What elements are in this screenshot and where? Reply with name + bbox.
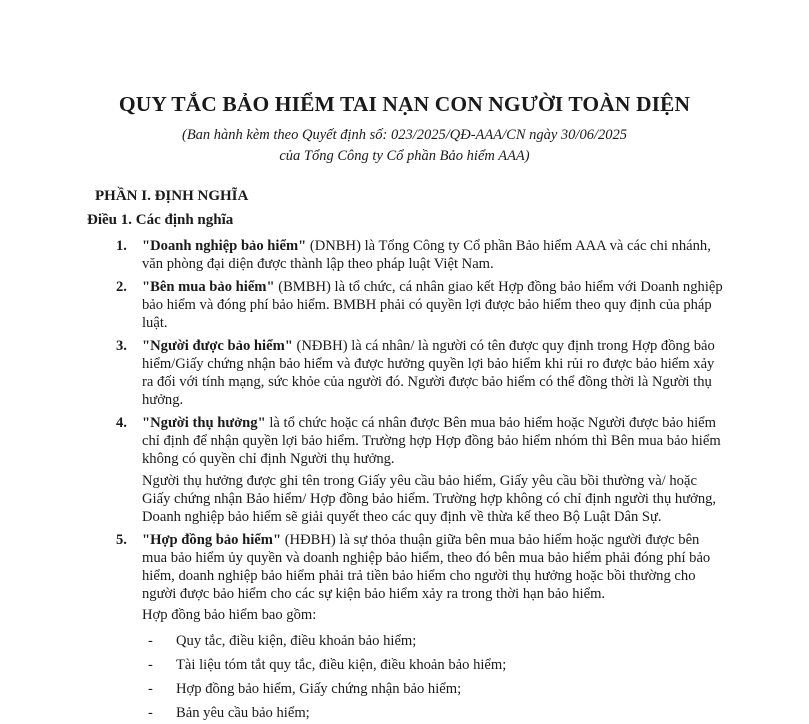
item-text: (NĐBH) là cá nhân/ là người có tên được quy định trong Hợp đồng bảo hiểm/Giấy chứng nhận bảo hiểm và được hưởng quyền lợi bảo hiểm khi rủi ro được bảo hiểm xảy ra đối với tính mạng, sức khỏe của người đó. Người được bảo hiểm có thể đồng thời là Người thụ hưởng. — [142, 338, 715, 408]
item-paragraph: Người thụ hưởng được ghi tên trong Giấy yêu cầu bảo hiểm, Giấy yêu cầu bồi thường và/ hoặc Giấy chứng nhận Bảo hiểm/ Hợp đồng bảo hiểm. Trường hợp không có chỉ định người thụ hưởng, Doanh nghiệp bảo hiểm sẽ giải quyết theo các quy định về thừa kế theo Bộ Luật Dân Sự. — [142, 473, 717, 525]
item-text: (DNBH) là Tổng Công ty Cổ phần Bảo hiểm AAA và các chi nhánh, văn phòng đại diện được thành lập theo pháp luật Việt Nam. — [142, 238, 711, 272]
item-term: "Bên mua bảo hiểm" — [142, 279, 275, 295]
item-number: 4. — [116, 415, 127, 431]
document-title: QUY TẮC BẢO HIỂM TAI NẠN CON NGƯỜI TOÀN DIỆN — [118, 92, 691, 116]
item-number: 5. — [116, 532, 127, 548]
item-number: 3. — [116, 338, 127, 354]
bullet-dash: - — [148, 705, 153, 721]
item-term: "Người được bảo hiểm" — [142, 338, 293, 354]
item-number: 2. — [116, 279, 127, 295]
bullet-text: Hợp đồng bảo hiểm, Giấy chứng nhận bảo hiểm; — [176, 681, 462, 697]
definition-item — [116, 278, 724, 332]
article-heading: Điều 1. Các định nghĩa — [87, 212, 234, 228]
item-body — [142, 531, 724, 603]
item-term: "Doanh nghiệp bảo hiểm" — [142, 238, 307, 254]
bullet-text: Bản yêu cầu bảo hiểm; — [176, 705, 310, 721]
item-paragraph: Hợp đồng bảo hiểm bao gồm: — [142, 607, 317, 623]
list-item — [148, 656, 724, 674]
definition-item — [116, 337, 724, 409]
item-body — [142, 278, 724, 332]
item-text: (BMBH) là tổ chức, cá nhân giao kết Hợp đồng bảo hiểm với Doanh nghiệp bảo hiểm và đóng phí bảo hiểm. BMBH phải có quyền lợi được bảo hiểm theo quy định của pháp luật. — [142, 279, 723, 331]
item-number: 1. — [116, 238, 127, 254]
section-heading: PHẦN I. ĐỊNH NGHĨA — [95, 188, 249, 204]
definition-item — [116, 414, 724, 468]
item-body — [142, 337, 724, 409]
list-item — [148, 632, 724, 650]
bullet-dash: - — [148, 657, 153, 673]
list-item — [148, 704, 724, 722]
item-body — [142, 414, 724, 468]
list-item — [148, 680, 724, 698]
item-text: (HĐBH) là sự thỏa thuận giữa bên mua bảo hiểm hoặc người được bên mua bảo hiểm ủy quyền và doanh nghiệp bảo hiểm, theo đó bên mua bảo hiểm phải đóng phí bảo hiểm, doanh nghiệp bảo hiểm phải trả tiền bảo hiểm cho người thụ hưởng hoặc bồi thường cho người được bảo hiểm cho các sự kiện bảo hiểm xảy ra trong thời hạn bảo hiểm. — [142, 532, 711, 602]
definition-item — [116, 237, 724, 273]
item-body — [142, 237, 724, 273]
bullet-dash: - — [148, 633, 153, 649]
bullet-dash: - — [148, 681, 153, 697]
definition-item — [116, 531, 724, 603]
document-subtitle-line1: (Ban hành kèm theo Quyết định số: 023/2025/QĐ-AAA/CN ngày 30/06/2025 — [181, 127, 627, 143]
item-term: "Hợp đồng bảo hiểm" — [142, 532, 282, 548]
document-subtitle-line2: của Tổng Công ty Cổ phần Bảo hiểm AAA) — [279, 148, 530, 164]
item-text: là tổ chức hoặc cá nhân được Bên mua bảo hiểm hoặc Người được bảo hiểm chỉ định để nhận quyền lợi bảo hiểm. Trường hợp Hợp đồng bảo hiểm nhóm thì Bên mua bảo hiểm không có quyền chỉ định Người thụ hưởng. — [142, 415, 721, 467]
item-term: "Người thụ hưởng" — [142, 415, 266, 431]
bullet-text: Tài liệu tóm tắt quy tắc, điều kiện, điều khoản bảo hiểm; — [176, 657, 507, 673]
bullet-text: Quy tắc, điều kiện, điều khoản bảo hiểm; — [176, 633, 417, 649]
